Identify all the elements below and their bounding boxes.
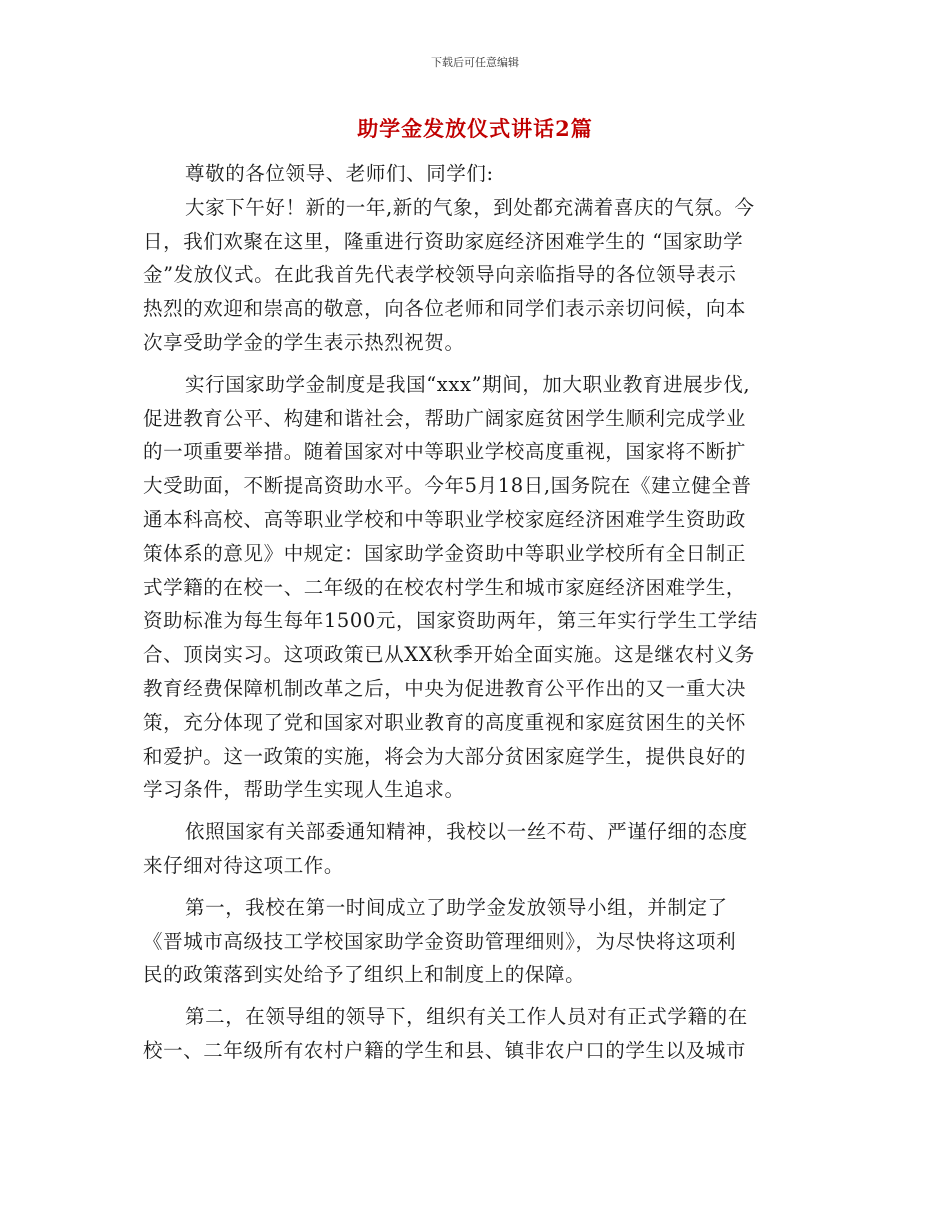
paragraph-line: 促进教育公平、构建和谐社会，帮助广阔家庭贫困学生顺利完成学业 bbox=[143, 406, 747, 430]
paragraph-line: 式学籍的在校一、二年级的在校农村学生和城市家庭经济困难学生， bbox=[143, 575, 747, 599]
paragraph-line: 大受助面，不断提高资助水平。今年5月18日,国务院在《建立健全普 bbox=[143, 474, 752, 498]
document-body bbox=[143, 157, 815, 1068]
paragraph-line: 依照国家有关部委通知精神，我校以一丝不苟、严谨仔细的态度 bbox=[185, 820, 748, 844]
paragraph-line: 大家下午好！新的一年,新的气象，到处都充满着喜庆的气氛。今 bbox=[185, 195, 755, 219]
paragraph-line: 《晋城市高级技工学校国家助学金资助管理细则》，为尽快将这项利 bbox=[143, 929, 737, 953]
paragraph-line: 策，充分体现了党和国家对职业教育的高度重视和家庭贫困生的关怀 bbox=[143, 710, 747, 734]
paragraph-line: 通本科高校、高等职业学校和中等职业学校家庭经济困难学生资助政 bbox=[143, 507, 747, 531]
paragraph-line: 资助标准为每生每年1500元，国家资助两年，第三年实行学生工学结 bbox=[143, 609, 758, 633]
document-title: 助学金发放仪式讲话2篇 bbox=[357, 116, 593, 141]
paragraph-line: 民的政策落到实处给予了组织上和制度上的保障。 bbox=[143, 963, 586, 987]
salutation-line: 尊敬的各位领导、老师们、同学们: bbox=[185, 162, 494, 185]
paragraph-line: 第二，在领导组的领导下，组织有关工作人员对有正式学籍的在 bbox=[185, 1005, 748, 1029]
paragraph-line: 和爱护。这一政策的实施，将会为大部分贫困家庭学生，提供良好的 bbox=[143, 744, 747, 768]
header-note: 下载后可任意编辑 bbox=[431, 56, 519, 69]
paragraph-line: 校一、二年级所有农村户籍的学生和县、镇非农户口的学生以及城市 bbox=[143, 1038, 747, 1062]
paragraph-line: 学习条件，帮助学生实现人生追求。 bbox=[143, 778, 465, 802]
paragraph-line: 来仔细对待这项工作。 bbox=[143, 853, 345, 877]
paragraph-line: 次享受助学金的学生表示热烈祝贺。 bbox=[143, 330, 465, 354]
paragraph-line: 日，我们欢聚在这里，隆重进行资助家庭经济困难学生的 “国家助学 bbox=[143, 229, 744, 253]
paragraph-line: 金”发放仪式。在此我首先代表学校领导向亲临指导的各位领导表示 bbox=[143, 263, 737, 287]
paragraph-line: 教育经费保障机制改革之后，中央为促进教育公平作出的又一重大决 bbox=[143, 676, 747, 700]
paragraph-line: 合、顶岗实习。这项政策已从XX秋季开始全面实施。这是继农村义务 bbox=[143, 643, 755, 667]
paragraph-line: 第一，我校在第一时间成立了助学金发放领导小组，并制定了 bbox=[185, 895, 728, 919]
paragraph-line: 的一项重要举措。随着国家对中等职业学校高度重视，国家将不断扩 bbox=[143, 440, 747, 464]
paragraph-line: 热烈的欢迎和崇高的敬意，向各位老师和同学们表示亲切问候，向本 bbox=[143, 297, 747, 321]
paragraph-line: 策体系的意见》中规定：国家助学金资助中等职业学校所有全日制正 bbox=[143, 541, 747, 565]
paragraph-line: 实行国家助学金制度是我国“xxx”期间，加大职业教育进展步伐, bbox=[185, 372, 751, 396]
